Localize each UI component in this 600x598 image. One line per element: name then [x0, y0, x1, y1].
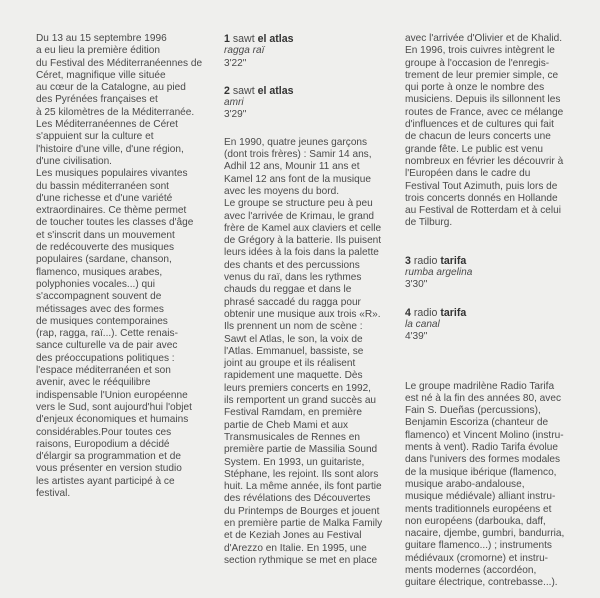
text-line: s'accompagnent souvent de	[36, 291, 162, 303]
text-line: métissages avec des formes	[36, 303, 164, 315]
text-line: flamenco, musiques arabes,	[36, 266, 163, 278]
text-line: grande fête. Le public est venu	[405, 143, 544, 155]
text-line: leurs premiers concerts en 1992,	[224, 382, 371, 394]
text-line: s'appuient sur la culture et	[36, 131, 154, 143]
text-line: les artistes ayant participé à ce	[36, 475, 175, 487]
text-line: l'histoire d'une ville, d'une région,	[36, 143, 184, 155]
text-line: considérables.Pour toutes ces	[36, 426, 172, 438]
text-line: au cœur de la Catalogne, au pied	[36, 82, 186, 94]
text-line: Festival Ramdam, en première	[224, 407, 362, 419]
text-line: chauds du reggae et dans le	[224, 284, 352, 296]
sawt-el-atlas-column	[224, 33, 396, 567]
track-title: rumba argelina	[405, 267, 473, 279]
track-2	[224, 85, 396, 122]
text-line: Benjamin Escoriza (chanteur de	[405, 417, 549, 429]
text-line: d'influences et de cultures qui fait	[405, 119, 554, 131]
track-title: ragga raï	[224, 45, 265, 57]
text-line: section rythmique se met en place	[224, 554, 378, 566]
text-line: phrasé saccadé du ragga pour	[224, 296, 361, 308]
text-line: partie de Cheb Mami et aux	[224, 419, 348, 431]
text-line: en première partie de Malka Family	[224, 517, 383, 529]
sawt-el-atlas-bio-continued	[405, 33, 580, 230]
text-line: Adhil 12 ans, Mounir 11 ans et	[224, 161, 360, 173]
track-title: la canal	[405, 318, 440, 330]
text-line: et de Keziah Jones au Festival	[224, 530, 362, 542]
track-artist-name: tarifa	[440, 254, 467, 267]
text-line: vous présenter en version studio	[36, 463, 182, 475]
text-line: d'une civilisation.	[36, 155, 112, 167]
text-line: musique arabo-andalouse,	[405, 478, 525, 490]
text-line: vers le Sud, sont aujourd'hui l'objet	[36, 401, 192, 413]
text-line: obtenir une musique aux trois «R».	[224, 308, 381, 320]
track-artist-name: el atlas	[257, 84, 294, 97]
text-line: festival.	[36, 487, 71, 499]
text-line: Stéphane, les rejoint. Ils sont alors	[224, 468, 379, 480]
text-line: Céret, magnifique ville située	[36, 69, 166, 81]
text-line: groupe à l'occasion de l'enregis-	[405, 57, 550, 69]
text-line: l'espace méditerranéen et son	[36, 365, 171, 377]
text-line: trement de leur premier simple, ce	[405, 69, 559, 81]
text-line: avec l'arrivée d'Olivier et de Khalid.	[405, 33, 563, 44]
text-line: qui porte à onze le nombre des	[405, 82, 545, 94]
text-line: nacaire, djembe, gumbri, bandurria,	[405, 528, 565, 540]
text-line: des préoccupations politiques :	[36, 352, 175, 364]
track-artist: sawt	[232, 33, 255, 45]
text-line: de musiques contemporaines	[36, 315, 168, 327]
text-line: ils remportent un grand succès au	[224, 395, 377, 407]
text-line: frère de Kamel aux claviers et celle	[224, 222, 382, 234]
text-line: venus du raï, dans les rythmes	[224, 272, 362, 284]
text-line: d'une richesse et d'une variété	[36, 192, 173, 204]
text-line: ments traditionnels européens et	[405, 503, 552, 515]
text-line: d'Arezzo en Italie. En 1995, une	[224, 542, 367, 554]
track-number: 2	[224, 84, 230, 97]
text-line: En 1990, quatre jeunes garçons	[224, 136, 368, 148]
text-line: ments à vent). Radio Tarifa évolue	[405, 442, 558, 454]
text-line: polyphonies vocales...) qui	[36, 278, 155, 290]
text-line: de redécouverte des musiques	[36, 242, 175, 254]
text-line: l'Atlas. Emmanuel, bassiste, se	[224, 345, 364, 357]
text-line: de Grégory à la batterie. Ils puisent	[224, 235, 382, 247]
track-1	[224, 33, 396, 70]
text-line: nombreux en février les découvrir à	[405, 155, 564, 167]
text-line: Kamel 12 ans font de la musique	[224, 173, 372, 185]
text-line: Les Méditerranéennes de Céret	[36, 119, 178, 131]
text-line: (dont trois frères) : Samir 14 ans,	[224, 149, 372, 161]
track-artist-name: tarifa	[440, 306, 467, 319]
text-line: Les musiques populaires vivantes	[36, 168, 188, 180]
text-line: Transmusicales de Rennes en	[224, 431, 360, 443]
text-line: raisons, Europodium a décidé	[36, 438, 170, 450]
text-line: de la musique ibérique (flamenco,	[405, 466, 557, 478]
text-line: des Pyrénées françaises et	[36, 94, 158, 106]
text-line: non européens (darbouka, daff,	[405, 515, 546, 527]
text-line: System. En 1993, un guitariste,	[224, 456, 365, 468]
text-line: guitare flamenco...) ; instruments	[405, 540, 552, 552]
text-line: huit. La même année, ils font partie	[224, 481, 382, 493]
text-line: à 25 kilomètres de la Méditerranée.	[36, 106, 195, 118]
track-duration: 4'39"	[405, 331, 428, 343]
track-duration: 3'30"	[405, 279, 428, 291]
text-line: de Tilburg.	[405, 217, 453, 229]
text-line: des révélations des Découvertes	[224, 493, 371, 505]
track-4	[405, 307, 580, 344]
track-artist: radio	[413, 306, 438, 319]
text-line: de toucher toutes les classes d'âge	[36, 217, 194, 229]
track-duration: 3'22"	[224, 57, 247, 69]
text-line: avec l'arrivée de Krimau, le grand	[224, 210, 375, 222]
track-artist: sawt	[232, 84, 255, 97]
text-line: Du 13 au 15 septembre 1996	[36, 33, 167, 44]
text-line: dans l'univers des formes modales	[405, 454, 561, 466]
text-line: ments modernes (accordéon,	[405, 564, 537, 576]
text-line: indispensable l'Union européenne	[36, 389, 188, 401]
text-line: du Printemps de Bourges et jouent	[224, 505, 380, 517]
text-line: routes de France, avec ce mélange	[405, 106, 564, 118]
text-line: de chacun de leurs concerts une	[405, 131, 551, 143]
intro-column	[36, 33, 201, 500]
text-line: Fain S. Dueñas (percussions),	[405, 405, 541, 417]
text-line: du bassin méditerranéen sont	[36, 180, 169, 192]
text-line: Le groupe madrilène Radio Tarifa	[405, 380, 555, 392]
text-line: Ils prennent un nom de scène :	[224, 321, 363, 333]
text-line: flamenco) et Vincent Molino (instru-	[405, 429, 564, 441]
track-number: 3	[405, 254, 411, 267]
text-line: est né à la fin des années 80, avec	[405, 392, 561, 404]
track-number: 1	[224, 33, 230, 45]
text-line: du Festival des Méditerranéennes de	[36, 57, 203, 69]
track-3	[405, 255, 580, 292]
text-line: (rap, ragga, raï...). Cette renais-	[36, 328, 178, 340]
text-line: a eu lieu la première édition	[36, 45, 161, 57]
text-line: musique médiévale) alliant instru-	[405, 491, 556, 503]
text-line: guitare électrique, contrebasse...).	[405, 577, 558, 589]
sawt-el-atlas-bio	[224, 137, 396, 567]
text-line: rapidement une maquette. Dès	[224, 370, 363, 382]
track-title: amri	[224, 97, 244, 109]
text-line: au Festival de Rotterdam et à celui	[405, 205, 561, 217]
radio-tarifa-column	[405, 33, 580, 590]
text-line: joint au groupe et ils réalisent	[224, 358, 356, 370]
text-line: d'élargir sa programmation et de	[36, 451, 181, 463]
track-number: 4	[405, 306, 411, 319]
text-line: avec les moyens du bord.	[224, 185, 340, 197]
text-line: médiévaux (cromorne) et instru-	[405, 552, 549, 564]
text-line: musiciens. Depuis ils sillonnent les	[405, 94, 561, 106]
text-line: d'enjeux économiques et humains	[36, 414, 189, 426]
text-line: avenir, avec le rééquilibre	[36, 377, 151, 389]
text-line: populaires (sardane, chanson,	[36, 254, 172, 266]
track-artist: radio	[413, 254, 438, 267]
track-artist-name: el atlas	[257, 33, 294, 45]
text-line: des chants et des percussions	[224, 259, 360, 271]
text-line: trois concerts donnés en Hollande	[405, 192, 558, 204]
text-line: extraordinaires. Ce thème permet	[36, 205, 187, 217]
text-line: Sawt el Atlas, le son, la voix de	[224, 333, 363, 345]
text-line: Festival Tout Azimuth, puis lors de	[405, 180, 558, 192]
text-line: Le groupe se structure peu à peu	[224, 198, 373, 210]
track-duration: 3'29"	[224, 109, 247, 121]
text-line: leurs idées à la fois dans la palette	[224, 247, 379, 259]
text-line: sance culturelle va de pair avec	[36, 340, 178, 352]
text-line: et s'inscrit dans un mouvement	[36, 229, 175, 241]
text-line: En 1996, trois cuivres intègrent le	[405, 45, 555, 57]
radio-tarifa-bio	[405, 381, 580, 590]
text-line: l'Européen dans le cadre du	[405, 168, 531, 180]
text-line: première partie de Massilia Sound	[224, 444, 378, 456]
